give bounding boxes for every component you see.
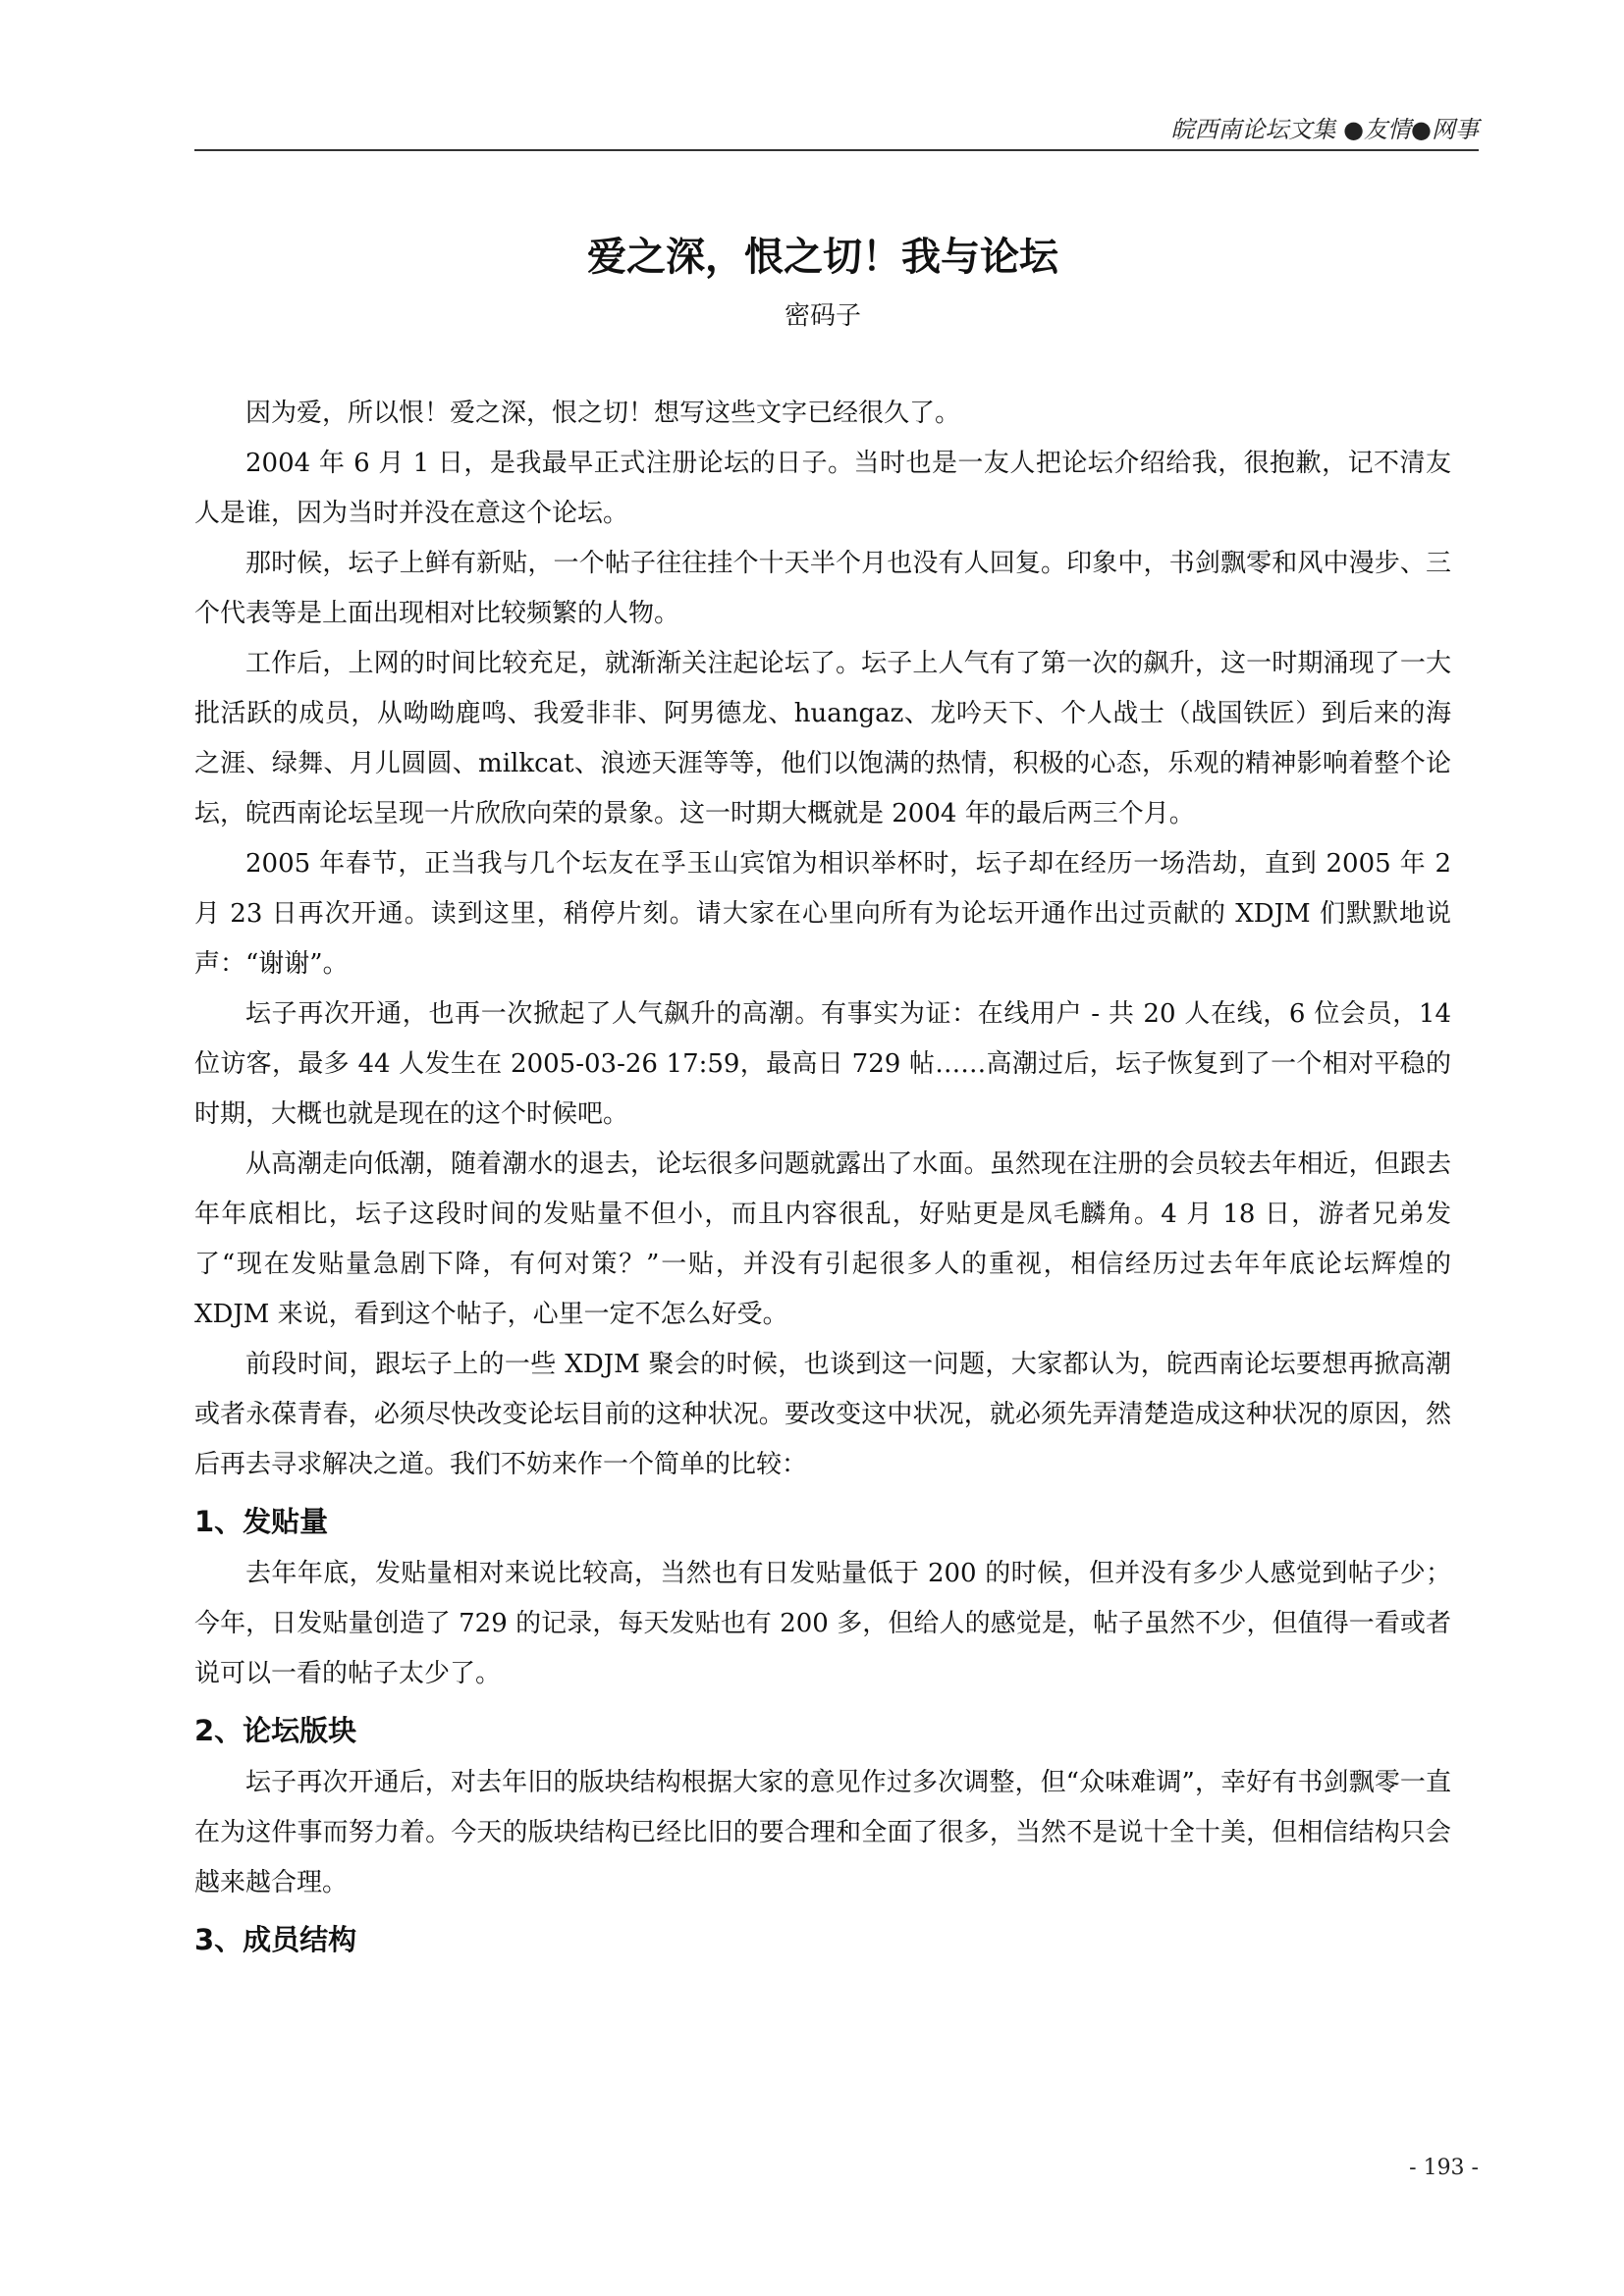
running-header: 皖西南论坛文集 ●友情●网事	[1170, 116, 1479, 143]
paragraph: 那时候，坛子上鲜有新贴，一个帖子往往挂个十天半个月也没有人回复。印象中，书剑飘零和风中漫步、三个代表等是上面出现相对比较频繁的人物。	[194, 549, 1451, 628]
paragraph: 坛子再次开通后，对去年旧的版块结构根据大家的意见作过多次调整，但“众味难调”，幸好有书剑飘零一直在为这件事而努力着。今天的版块结构已经比旧的要合理和全面了很多，当然不是说十全十美，但相信结构只会越来越合理。	[194, 1768, 1451, 1897]
paragraph: 工作后，上网的时间比较充足，就渐渐关注起论坛了。坛子上人气有了第一次的飙升，这一时期涌现了一大批活跃的成员，从呦呦鹿鸣、我爱非非、阿男德龙、huangaz、龙吟天下、个人战士（战国铁匠）到后来的海之涯、绿舞、月儿圆圆、milkcat、浪迹天涯等等，他们以饱满的热情，积极的心态，乐观的精神影响着整个论坛，皖西南论坛呈现一片欣欣向荣的景象。这一时期大概就是 2004 年的最后两三个月。	[194, 649, 1451, 828]
article-author: 密码子	[784, 301, 861, 331]
paragraph: 2004 年 6 月 1 日，是我最早正式注册论坛的日子。当时也是一友人把论坛介绍给我，很抱歉，记不清友人是谁，因为当时并没在意这个论坛。	[194, 449, 1451, 528]
paragraph: 从高潮走向低潮，随着潮水的退去，论坛很多问题就露出了水面。虽然现在注册的会员较去年相近，但跟去年年底相比，坛子这段时间的发贴量不但小，而且内容很乱，好贴更是凤毛麟角。4 月 18 日，游者兄弟发了“现在发贴量急剧下降，有何对策？”一贴，并没有引起很多人的重视，相信经历过去年年底论坛辉煌的 XDJM 来说，看到这个帖子，心里一定不怎么好受。	[194, 1149, 1451, 1329]
header-rule	[194, 149, 1479, 151]
section-heading: 1、发贴量	[194, 1505, 329, 1538]
article-title: 爱之深，恨之切！我与论坛	[587, 235, 1058, 280]
section-heading: 2、论坛版块	[194, 1714, 357, 1747]
article-body	[194, 389, 1451, 1967]
section-heading: 3、成员结构	[194, 1923, 357, 1956]
paragraph: 去年年底，发贴量相对来说比较高，当然也有日发贴量低于 200 的时候，但并没有多少人感觉到帖子少；今年，日发贴量创造了 729 的记录，每天发贴也有 200 多，但给人的感觉是，帖子虽然不少，但值得一看或者说可以一看的帖子太少了。	[194, 1559, 1451, 1688]
paragraph: 因为爱，所以恨！爱之深，恨之切！想写这些文字已经很久了。	[245, 399, 961, 428]
article	[194, 228, 1451, 1967]
paragraph: 坛子再次开通，也再一次掀起了人气飙升的高潮。有事实为证：在线用户 - 共 20 人在线，6 位会员，14 位访客，最多 44 人发生在 2005-03-26 17:59，最高日 729 帖……高潮过后，坛子恢复到了一个相对平稳的时期，大概也就是现在的这个时候吧。	[194, 999, 1451, 1129]
paragraph: 2005 年春节，正当我与几个坛友在孚玉山宾馆为相识举杯时，坛子却在经历一场浩劫，直到 2005 年 2 月 23 日再次开通。读到这里，稍停片刻。请大家在心里向所有为论坛开通作出过贡献的 XDJM 们默默地说声：“谢谢”。	[194, 849, 1451, 979]
page-number: - 193 -	[1409, 2156, 1479, 2180]
paragraph: 前段时间，跟坛子上的一些 XDJM 聚会的时候，也谈到这一问题，大家都认为，皖西南论坛要想再掀高潮或者永葆青春，必须尽快改变论坛目前的这种状况。要改变这中状况，就必须先弄清楚造成这种状况的原因，然后再去寻求解决之道。我们不妨来作一个简单的比较：	[194, 1350, 1451, 1479]
